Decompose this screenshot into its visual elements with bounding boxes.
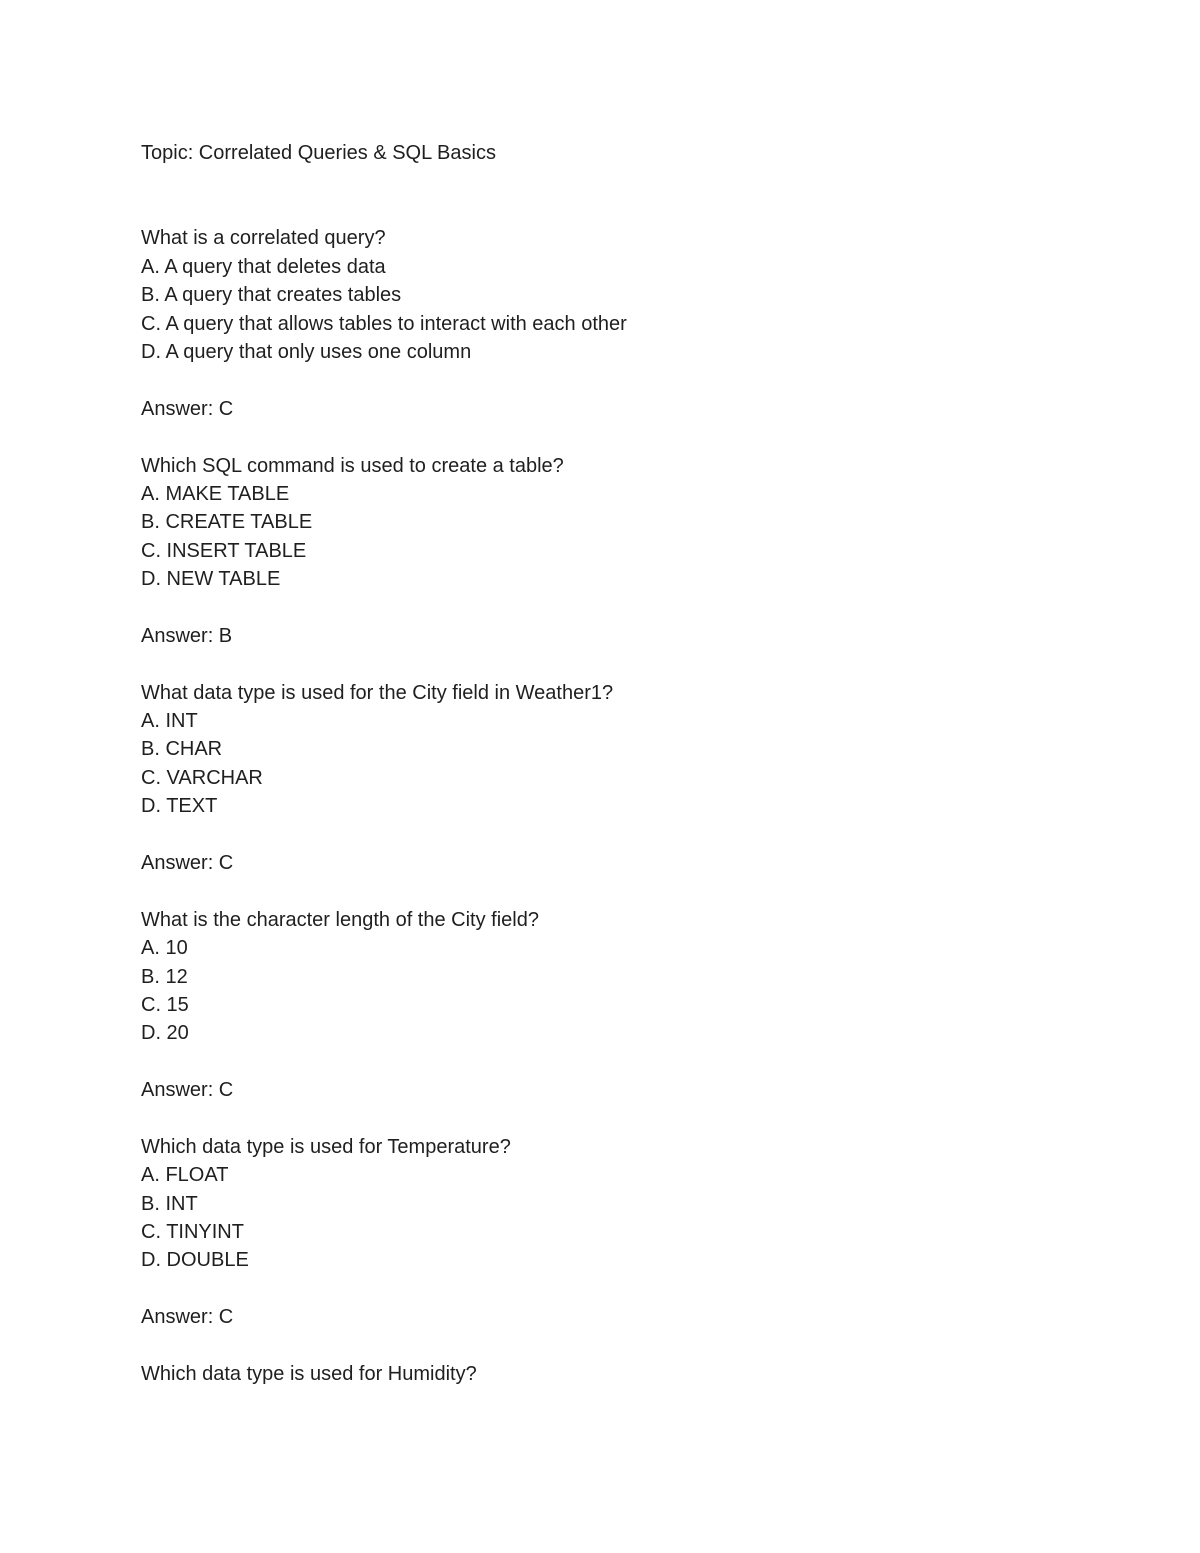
- spacer: [141, 366, 1121, 394]
- option-b: B. A query that creates tables: [141, 284, 402, 307]
- option-d: D. A query that only uses one column: [141, 340, 472, 363]
- question-text: What is a correlated query?: [141, 227, 386, 250]
- spacer: [141, 877, 1121, 905]
- option-c: C. VARCHAR: [141, 766, 263, 789]
- question-block-5: [141, 1133, 1121, 1360]
- option-b: B. INT: [141, 1192, 198, 1215]
- option-d: D. 20: [141, 1022, 189, 1045]
- question-block-4: [141, 906, 1121, 1133]
- option-b: B. CHAR: [141, 738, 223, 761]
- question-text: Which data type is used for Temperature?: [141, 1135, 511, 1158]
- option-d: D. DOUBLE: [141, 1249, 249, 1272]
- option-c: C. INSERT TABLE: [141, 539, 307, 562]
- spacer: [141, 1275, 1121, 1303]
- question-text-last: Which data type is used for Humidity?: [141, 1363, 477, 1386]
- spacer: [141, 1048, 1121, 1076]
- spacer: [141, 423, 1121, 451]
- option-b: B. CREATE TABLE: [141, 511, 313, 534]
- spacer: [141, 650, 1121, 678]
- spacer: [141, 1105, 1121, 1133]
- question-text: What data type is used for the City field in Weather1?: [141, 681, 614, 704]
- option-b: B. 12: [141, 965, 188, 988]
- question-block-3: [141, 679, 1121, 906]
- option-a: A. MAKE TABLE: [141, 482, 290, 505]
- answer-text: Answer: B: [141, 624, 233, 647]
- answer-text: Answer: C: [141, 1079, 234, 1102]
- spacer: [141, 167, 1121, 224]
- answer-text: Answer: C: [141, 1306, 234, 1329]
- option-a: A. 10: [141, 937, 188, 960]
- option-c: C. A query that allows tables to interact with each other: [141, 312, 627, 335]
- option-a: A. A query that deletes data: [141, 255, 386, 278]
- option-a: A. FLOAT: [141, 1164, 229, 1187]
- option-c: C. 15: [141, 993, 189, 1016]
- spacer: [141, 1332, 1121, 1360]
- spacer: [141, 821, 1121, 849]
- question-text: Which SQL command is used to create a table?: [141, 454, 564, 477]
- question-text: What is the character length of the City field?: [141, 908, 539, 931]
- answer-text: Answer: C: [141, 397, 234, 420]
- topic-heading: Topic: Correlated Queries & SQL Basics: [141, 142, 496, 164]
- question-block-1: [141, 224, 1121, 451]
- option-a: A. INT: [141, 710, 198, 733]
- answer-text: Answer: C: [141, 851, 234, 874]
- question-block-2: [141, 452, 1121, 679]
- option-c: C. TINYINT: [141, 1221, 244, 1244]
- document-content: [141, 139, 1121, 1388]
- option-d: D. TEXT: [141, 795, 218, 818]
- option-d: D. NEW TABLE: [141, 568, 281, 591]
- spacer: [141, 593, 1121, 621]
